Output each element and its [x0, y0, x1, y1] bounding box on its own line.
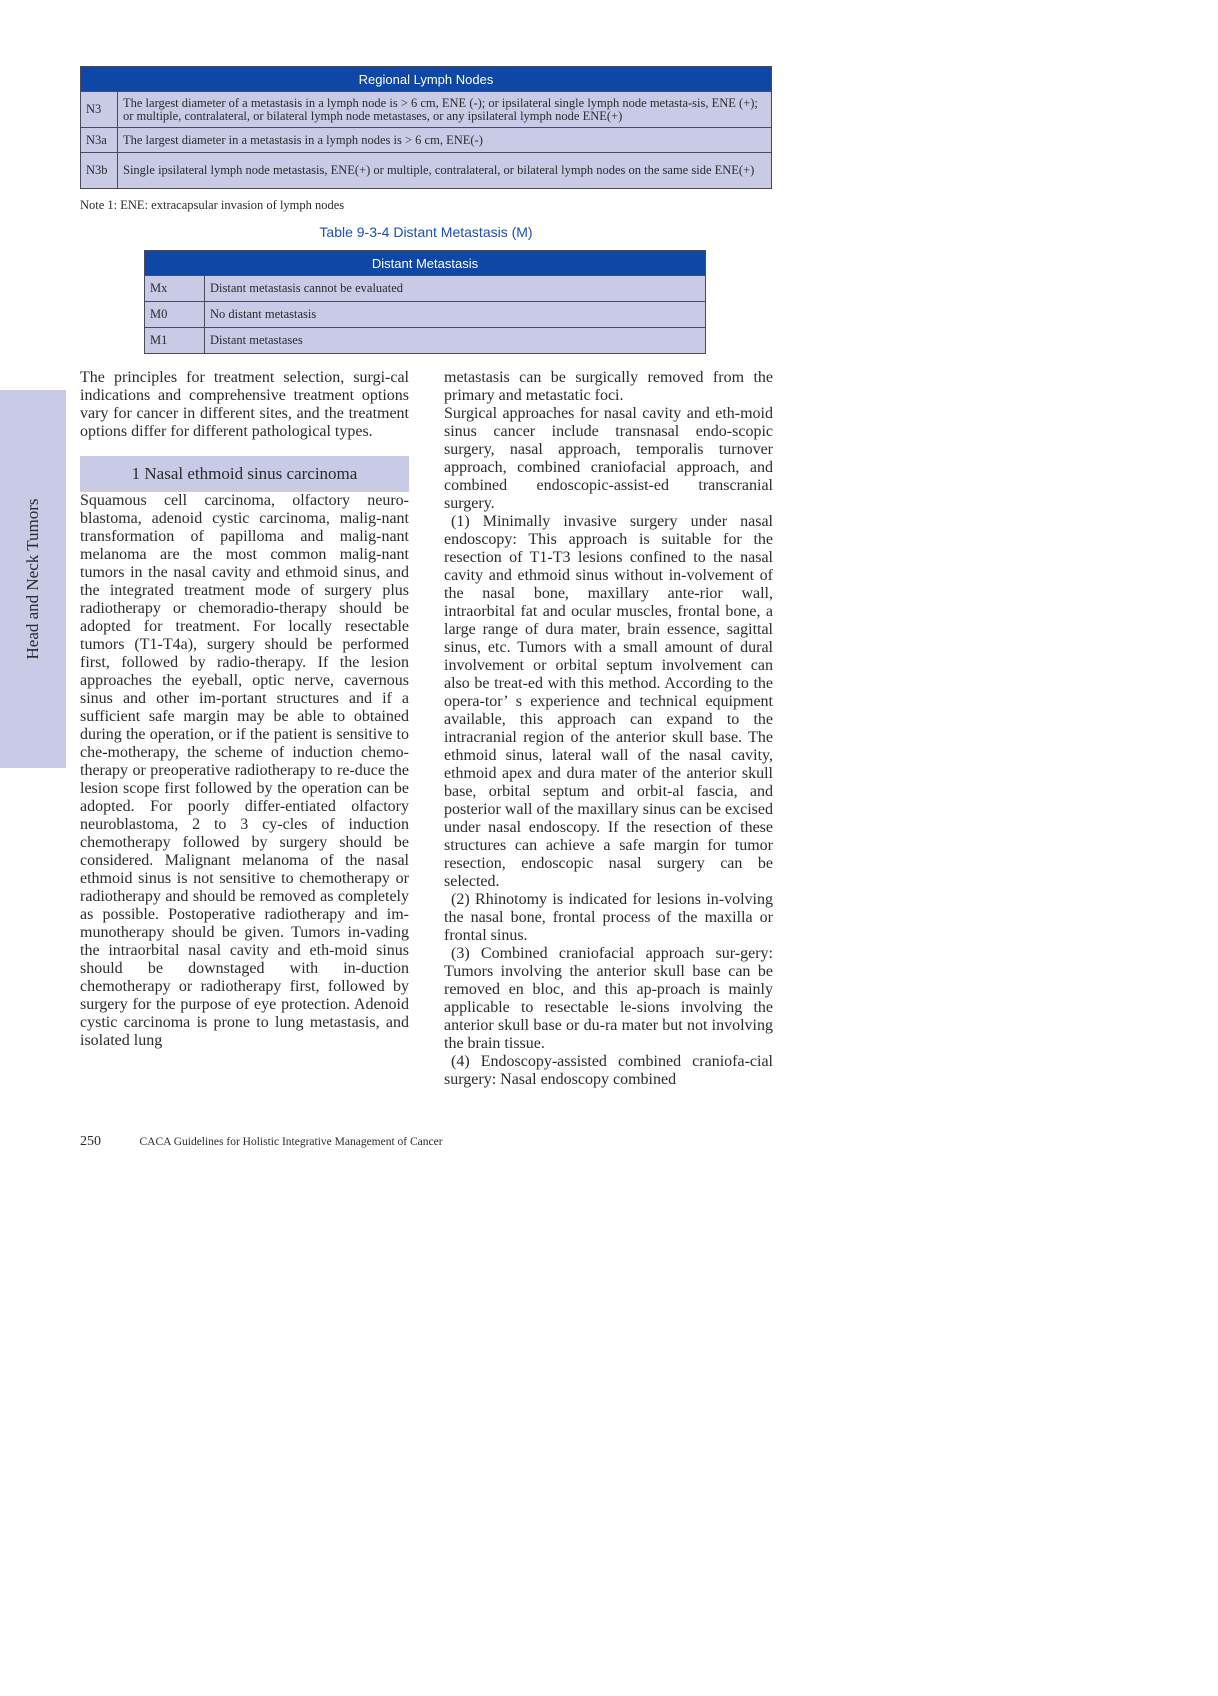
intro-paragraph: The principles for treatment selection, surgi-cal indications and comprehensive treatment options vary for cancer in different sites, and the treatment options differ for different pathological types. — [80, 369, 409, 440]
stage-code: M0 — [145, 302, 205, 328]
body-paragraph: (4) Endoscopy-assisted combined craniofa-cial surgery: Nasal endoscopy combined — [444, 1053, 773, 1088]
table-row — [145, 276, 706, 302]
body-paragraph: (1) Minimally invasive surgery under nasal endoscopy: This approach is suitable for the resection of T1-T3 lesions confined to the nasal cavity and ethmoid sinus without in-volvement of the nasal bone, maxillary ante-rior wall, intraorbital fat and ocular muscles, frontal bone, a large range of dura mater, brain essence, sagittal sinus, etc. Tumors with a small amount of dural involvement or orbital septum involvement can also be treat-ed with this method. According to the opera-tor’ s experience and technical equipment available, this approach can expand to the intracranial region of the anterior skull base. The ethmoid sinus, lateral wall of the nasal cavity, ethmoid apex and dura mater of the anterior skull base, orbital septum and orbit-al fascia, and posterior wall of the maxillary sinus can be excised under nasal endoscopy. If the resection of these structures can achieve a safe margin for tumor resection, endoscopic nasal surgery can be selected. — [444, 513, 773, 890]
section-heading: 1 Nasal ethmoid sinus carcinoma — [80, 456, 409, 492]
table-header: Regional Lymph Nodes — [81, 67, 772, 92]
table-caption: Table 9-3-4 Distant Metastasis (M) — [319, 224, 533, 240]
side-chapter-tab — [0, 390, 66, 768]
publication-title: CACA Guidelines for Holistic Integrative Management of Cancer — [139, 1136, 443, 1148]
stage-description: The largest diameter of a metastasis in a lymph node is > 6 cm, ENE (-); or ipsilateral single lymph node metasta-sis, ENE (+); or multiple, contralateral, or bilateral lymph node metastases, or any ipsilateral lymph node ENE(+) — [118, 92, 772, 128]
stage-description: Distant metastasis cannot be evaluated — [205, 276, 706, 302]
stage-code: N3a — [81, 128, 118, 153]
body-paragraph: (3) Combined craniofacial approach sur-gery: Tumors involving the anterior skull base can be removed en bloc, and this ap-proach is mainly applicable to resectable le-sions involving the anterior skull base or du-ra mater but not involving the brain tissue. — [444, 945, 773, 1052]
table-row — [81, 153, 772, 189]
table-header: Distant Metastasis — [145, 251, 706, 276]
stage-code: N3 — [81, 92, 118, 128]
body-paragraph: Surgical approaches for nasal cavity and eth-moid sinus cancer include transnasal endo-scopic surgery, nasal approach, temporalis turnover approach, combined craniofacial approach, and combined endoscopic-assist-ed transcranial surgery. — [444, 405, 773, 512]
stage-description: The largest diameter in a metastasis in a lymph nodes is > 6 cm, ENE(-) — [118, 128, 772, 153]
section-paragraph: Squamous cell carcinoma, olfactory neuro-blastoma, adenoid cystic carcinoma, malig-nant transformation of papilloma and malig-nant melanoma are the most common malig-nant tumors in the nasal cavity and ethmoid sinus, and the integrated treatment mode of surgery plus radiotherapy or chemoradio-therapy should be adopted for treatment. For locally resectable tumors (T1-T4a), surgery should be performed first, followed by radio-therapy. If the lesion approaches the eyeball, optic nerve, cavernous sinus and other im-portant structures and if a sufficient safe margin may be able to obtained during the operation, or if the patient is sensitive to che-motherapy, the scheme of induction chemo-therapy or preoperative radiotherapy to re-duce the lesion scope first followed by the operation can be adopted. For poorly differ-entiated olfactory neuroblastoma, 2 to 3 cy-cles of induction chemotherapy followed by surgery should be considered. Malignant melanoma of the nasal ethmoid sinus is not sensitive to chemotherapy or radiotherapy and should be removed as completely as possible. Postoperative radiotherapy and im-munotherapy should be given. Tumors in-vading the intraorbital nasal cavity and eth-moid sinus should be downstaged with in-duction chemotherapy or radiotherapy first, followed by surgery for the purpose of eye protection. Adenoid cystic carcinoma is prone to lung metastasis, and isolated lung — [80, 492, 409, 1049]
page-footer — [80, 1134, 443, 1150]
left-column — [80, 369, 409, 1050]
right-column — [444, 369, 773, 1089]
stage-code: N3b — [81, 153, 118, 189]
distant-metastasis-table — [144, 250, 706, 354]
body-paragraph: metastasis can be surgically removed from the primary and metastatic foci. — [444, 369, 773, 404]
stage-code: M1 — [145, 328, 205, 354]
stage-description: Distant metastases — [205, 328, 706, 354]
table-note: Note 1: ENE: extracapsular invasion of lymph nodes — [80, 198, 345, 212]
side-chapter-label: Head and Neck Tumors — [23, 498, 42, 660]
table-row — [81, 92, 772, 128]
regional-lymph-nodes-table — [80, 66, 772, 189]
body-paragraph: (2) Rhinotomy is indicated for lesions in-volving the nasal bone, frontal process of the maxilla or frontal sinus. — [444, 891, 773, 944]
stage-code: Mx — [145, 276, 205, 302]
stage-description: No distant metastasis — [205, 302, 706, 328]
table-row — [145, 302, 706, 328]
stage-description: Single ipsilateral lymph node metastasis, ENE(+) or multiple, contralateral, or bilateral lymph nodes on the same side ENE(+) — [118, 153, 772, 189]
table-row — [81, 128, 772, 153]
page-number: 250 — [80, 1134, 101, 1149]
table-row — [145, 328, 706, 354]
